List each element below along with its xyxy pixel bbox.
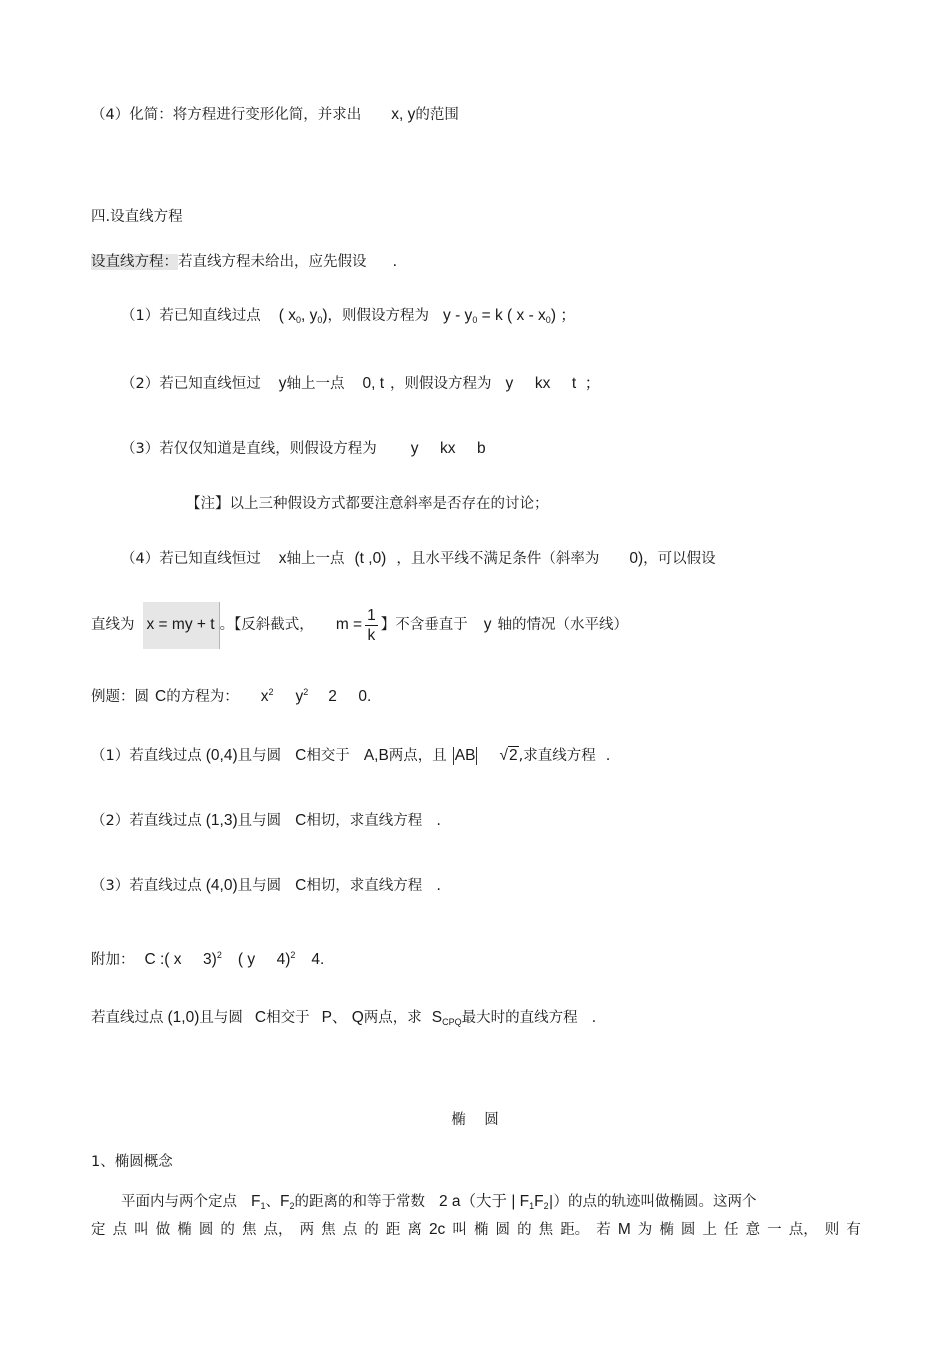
sqrt-2: √2 [499, 747, 518, 764]
question-1: （1）若直线过点 (0,4)且与圆 C相交于 A,B两点，且 AB √2,求直线方程 . [91, 747, 611, 764]
point-x0-y0: ( $x_0$, $y_0$) [278, 307, 328, 325]
definition-token: 圆 [198, 1222, 214, 1238]
ellipse-definition-line-1: 平面内与两个定点 $F_1$、$F_2$的距离的和等于常数 2 a（大于 | $F_1F_2|$）的点的轨迹叫做椭圆。这两个 [121, 1193, 757, 1211]
ellipse-definition-line-2 [91, 1220, 861, 1240]
definition-token: 椭 [659, 1222, 674, 1238]
definition-token: 任 [724, 1222, 739, 1238]
definition-token: 叫 [452, 1222, 467, 1238]
definition-token: 点， [788, 1222, 818, 1238]
abs-ab: AB [454, 747, 476, 764]
definition-token: 2c [428, 1221, 446, 1238]
definition-token: 焦 [241, 1222, 257, 1238]
definition-token: 离 [407, 1222, 422, 1238]
definition-token: 为 [637, 1222, 653, 1238]
definition-token: 圆 [495, 1222, 510, 1238]
definition-token: 有 [846, 1222, 861, 1238]
f1f2-distance: （大于 | $F_1F_2$ [460, 1193, 549, 1211]
extra-problem: 附加： C :( x 3)$^2$ ( y 4)$^2$ 4. [91, 950, 325, 968]
question-2: （2）若直线过点 (1,3)且与圆 C相切，求直线方程 . [91, 812, 441, 829]
definition-token: 焦 [321, 1222, 336, 1238]
definition-token: 意 [745, 1222, 761, 1238]
fraction-1-over-k: $\frac{1}{k}$ [367, 606, 376, 644]
definition-token: 若 [596, 1222, 611, 1238]
focus-f2: $F_2$ [279, 1193, 295, 1211]
definition-token: 的 [220, 1222, 235, 1238]
focus-f1: $F_1$ [251, 1193, 266, 1211]
definition-token: 圆 [680, 1222, 696, 1238]
definition-token: 点 [112, 1222, 128, 1238]
ellipse-concept-heading: 1、椭圆概念 [91, 1154, 173, 1170]
example-circle: 例题：圆 C的方程为： $x^2$ $y^2$ 2 0. [91, 687, 372, 705]
section-title-line-equation: 四.设直线方程 [91, 209, 183, 225]
definition-token: 距 [385, 1222, 401, 1238]
question-3: （3）若直线过点 (4,0)且与圆 C相切，求直线方程 . [91, 877, 441, 894]
definition-token: 定 [91, 1222, 106, 1238]
definition-token: 椭 [473, 1222, 489, 1238]
definition-token: 距。 [560, 1222, 590, 1238]
definition-token: 椭 [177, 1222, 192, 1238]
lead-paragraph: 设直线方程：若直线方程未给出，应先假设 . [91, 254, 398, 270]
definition-token: 一 [767, 1222, 782, 1238]
equation-box: x = my + t [143, 602, 220, 649]
definition-token: 焦 [538, 1222, 554, 1238]
definition-token: 叫 [134, 1222, 149, 1238]
area-s-cpq: $S_{CPQ}$ [431, 1009, 462, 1027]
circle-equation: $x^2$ $y^2$ 2 0. [260, 687, 372, 705]
definition-token: 则 [824, 1222, 840, 1238]
definition-token: 两 [299, 1222, 315, 1238]
definition-token: M [617, 1221, 631, 1238]
definition-token: 上 [702, 1222, 717, 1238]
case-4: （4）若已知直线恒过 x轴上一点 (t ,0) ，且水平线不满足条件（斜率为 0)，可以假设 [121, 550, 716, 567]
highlighted-term: 设直线方程： [91, 254, 178, 270]
section-title-ellipse: 椭 圆 [451, 1112, 499, 1128]
definition-token: 点， [263, 1222, 293, 1238]
reverse-intercept-form: 直线为 x = my + t 。【反斜截式， m = $\frac{1}{k}$ 】不含垂直于 y 轴的情况（水平线） [91, 601, 628, 649]
definition-token: 的 [364, 1222, 379, 1238]
case-1: （1）若已知直线过点 ( $x_0$, $y_0$)，则假设方程为 $y - y_0 = k$ ( x - $x_0$) ； [121, 307, 576, 325]
definition-token: 点 [342, 1222, 358, 1238]
extra-question: 若直线过点 (1,0)且与圆 C相交于 P、 Q两点，求 $S_{CPQ}$最大时的直线方程 . [91, 1009, 597, 1027]
case-3: （3）若仅仅知道是直线，则假设方程为 y kx b [121, 440, 486, 457]
note: 【注】以上三种假设方式都要注意斜率是否存在的讨论； [186, 496, 549, 512]
case-2: （2）若已知直线恒过 y轴上一点 0, t ，则假设方程为 y kx t ； [121, 375, 601, 392]
extra-circle-equation: C :( x 3)$^2$ ( y 4)$^2$ 4. [144, 950, 325, 968]
definition-token: 做 [155, 1222, 171, 1238]
point-slope-equation: $y - y_0 = k$ ( x - $x_0$) ； [443, 307, 576, 325]
item-4-simplify: （4）化简：将方程进行变形化简，并求出 x, y的范围 [91, 106, 459, 123]
definition-token: 的 [517, 1222, 532, 1238]
